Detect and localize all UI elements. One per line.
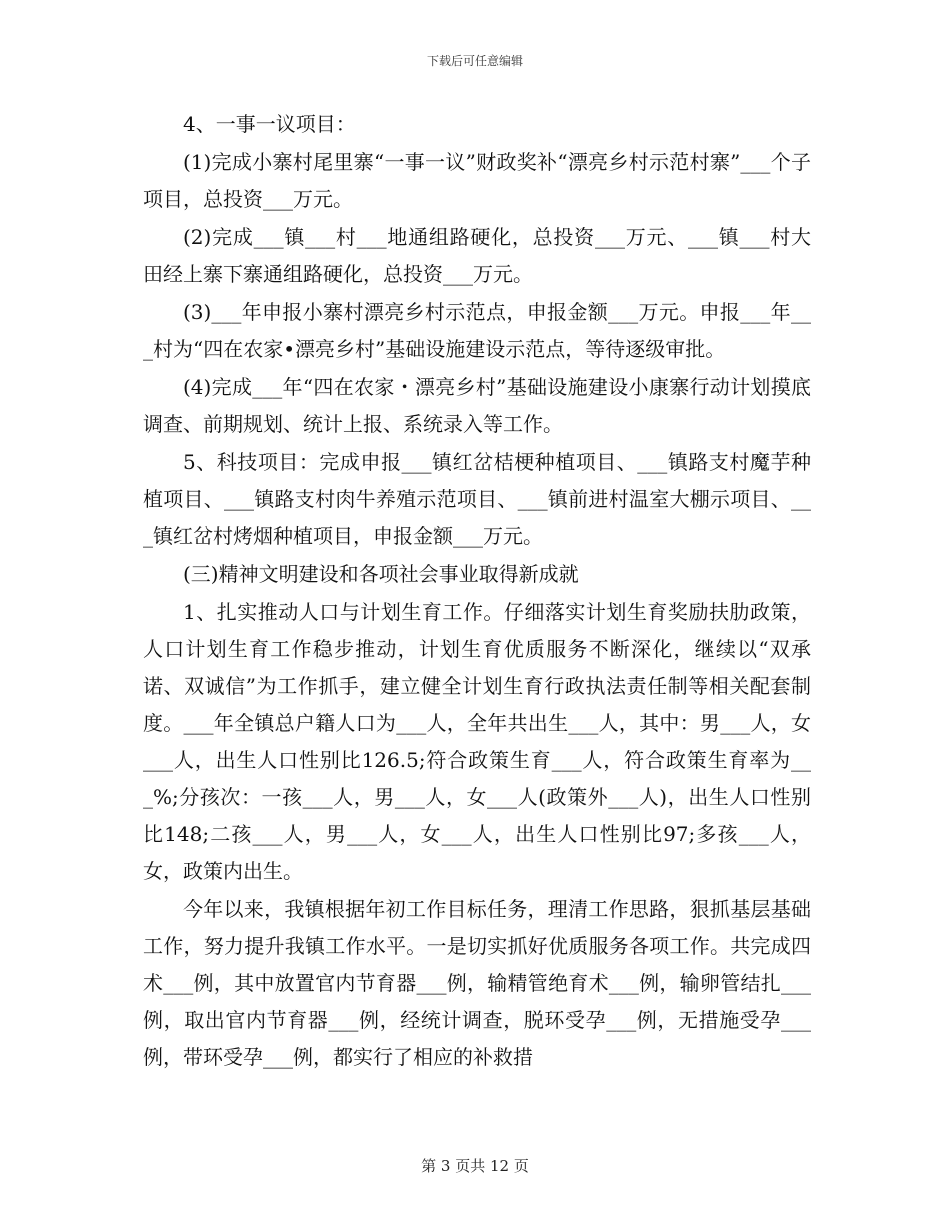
paragraph-family-planning: 1、扎实推动人口与计划生育工作。仔细落实计划生育奖励扶肋政策，人口计划生育工作稳步推动，计划生育优质服务不断深化，继续以“双承诺、双诚信”为工作抓手，建立健全计划生育行政执法责任制等相关配套制度。___年全镇总户籍人口为___人，全年共出生___人，其中：男___人，女___人，出生人口性别比126.5;符合政策生育___人，符合政策生育率为___%;分孩次：一孩___人，男___人，女___人(政策外___人)，出生人口性别比148;二孩___人，男___人，女___人，出生人口性别比97;多孩___人，女，政策内出生。	[143, 600, 811, 883]
paragraph-item-2: (2)完成___镇___村___地通组路硬化，总投资___万元、___镇___村大田经上寨下寨通组路硬化，总投资___万元。	[143, 225, 811, 286]
paragraph-tech-projects: 5、科技项目：完成申报___镇红岔桔梗种植项目、___镇路支村魔芋种植项目、___镇路支村肉牛养殖示范项目、___镇前进村温室大棚示项目、___镇红岔村烤烟种植项目，申报金额___万元。	[143, 450, 811, 548]
document-body	[143, 106, 811, 1076]
paragraph-section-heading: (三)精神文明建设和各项社会事业取得新成就	[183, 562, 579, 586]
paragraph-this-year: 今年以来，我镇根据年初工作目标任务，理清工作思路，狠抓基层基础工作，努力提升我镇工作水平。一是切实抓好优质服务各项工作。共完成四术___例，其中放置官内节育器___例，输精管绝育术___例，输卵管结扎___例，取出官内节育器___例，经统计调查，脱环受孕___例，无措施受孕___例，带环受孕___例，都实行了相应的补救措	[143, 897, 811, 1069]
paragraph-item-4: (4)完成___年“四在农家・漂亮乡村”基础设施建设小康寨行动计划摸底调查、前期规划、统计上报、系统录入等工作。	[143, 375, 811, 436]
paragraph-item-1: (1)完成小寨村尾里寨“一事一议”财政奖补“漂亮乡村示范村寨”___个子项目，总投资___万元。	[143, 150, 811, 211]
paragraph-item-3: (3)___年申报小寨村漂亮乡村示范点，申报金额___万元。申报___年___村为“四在农家•漂亮乡村”基础设施建设示范点，等待逐级审批。	[143, 300, 811, 361]
page-header-note: 下载后可任意编辑	[426, 54, 523, 68]
page-number: 第 3 页共 12 页	[421, 1157, 529, 1175]
paragraph-heading-one-matter: 4、一事一议项目：	[183, 112, 356, 136]
